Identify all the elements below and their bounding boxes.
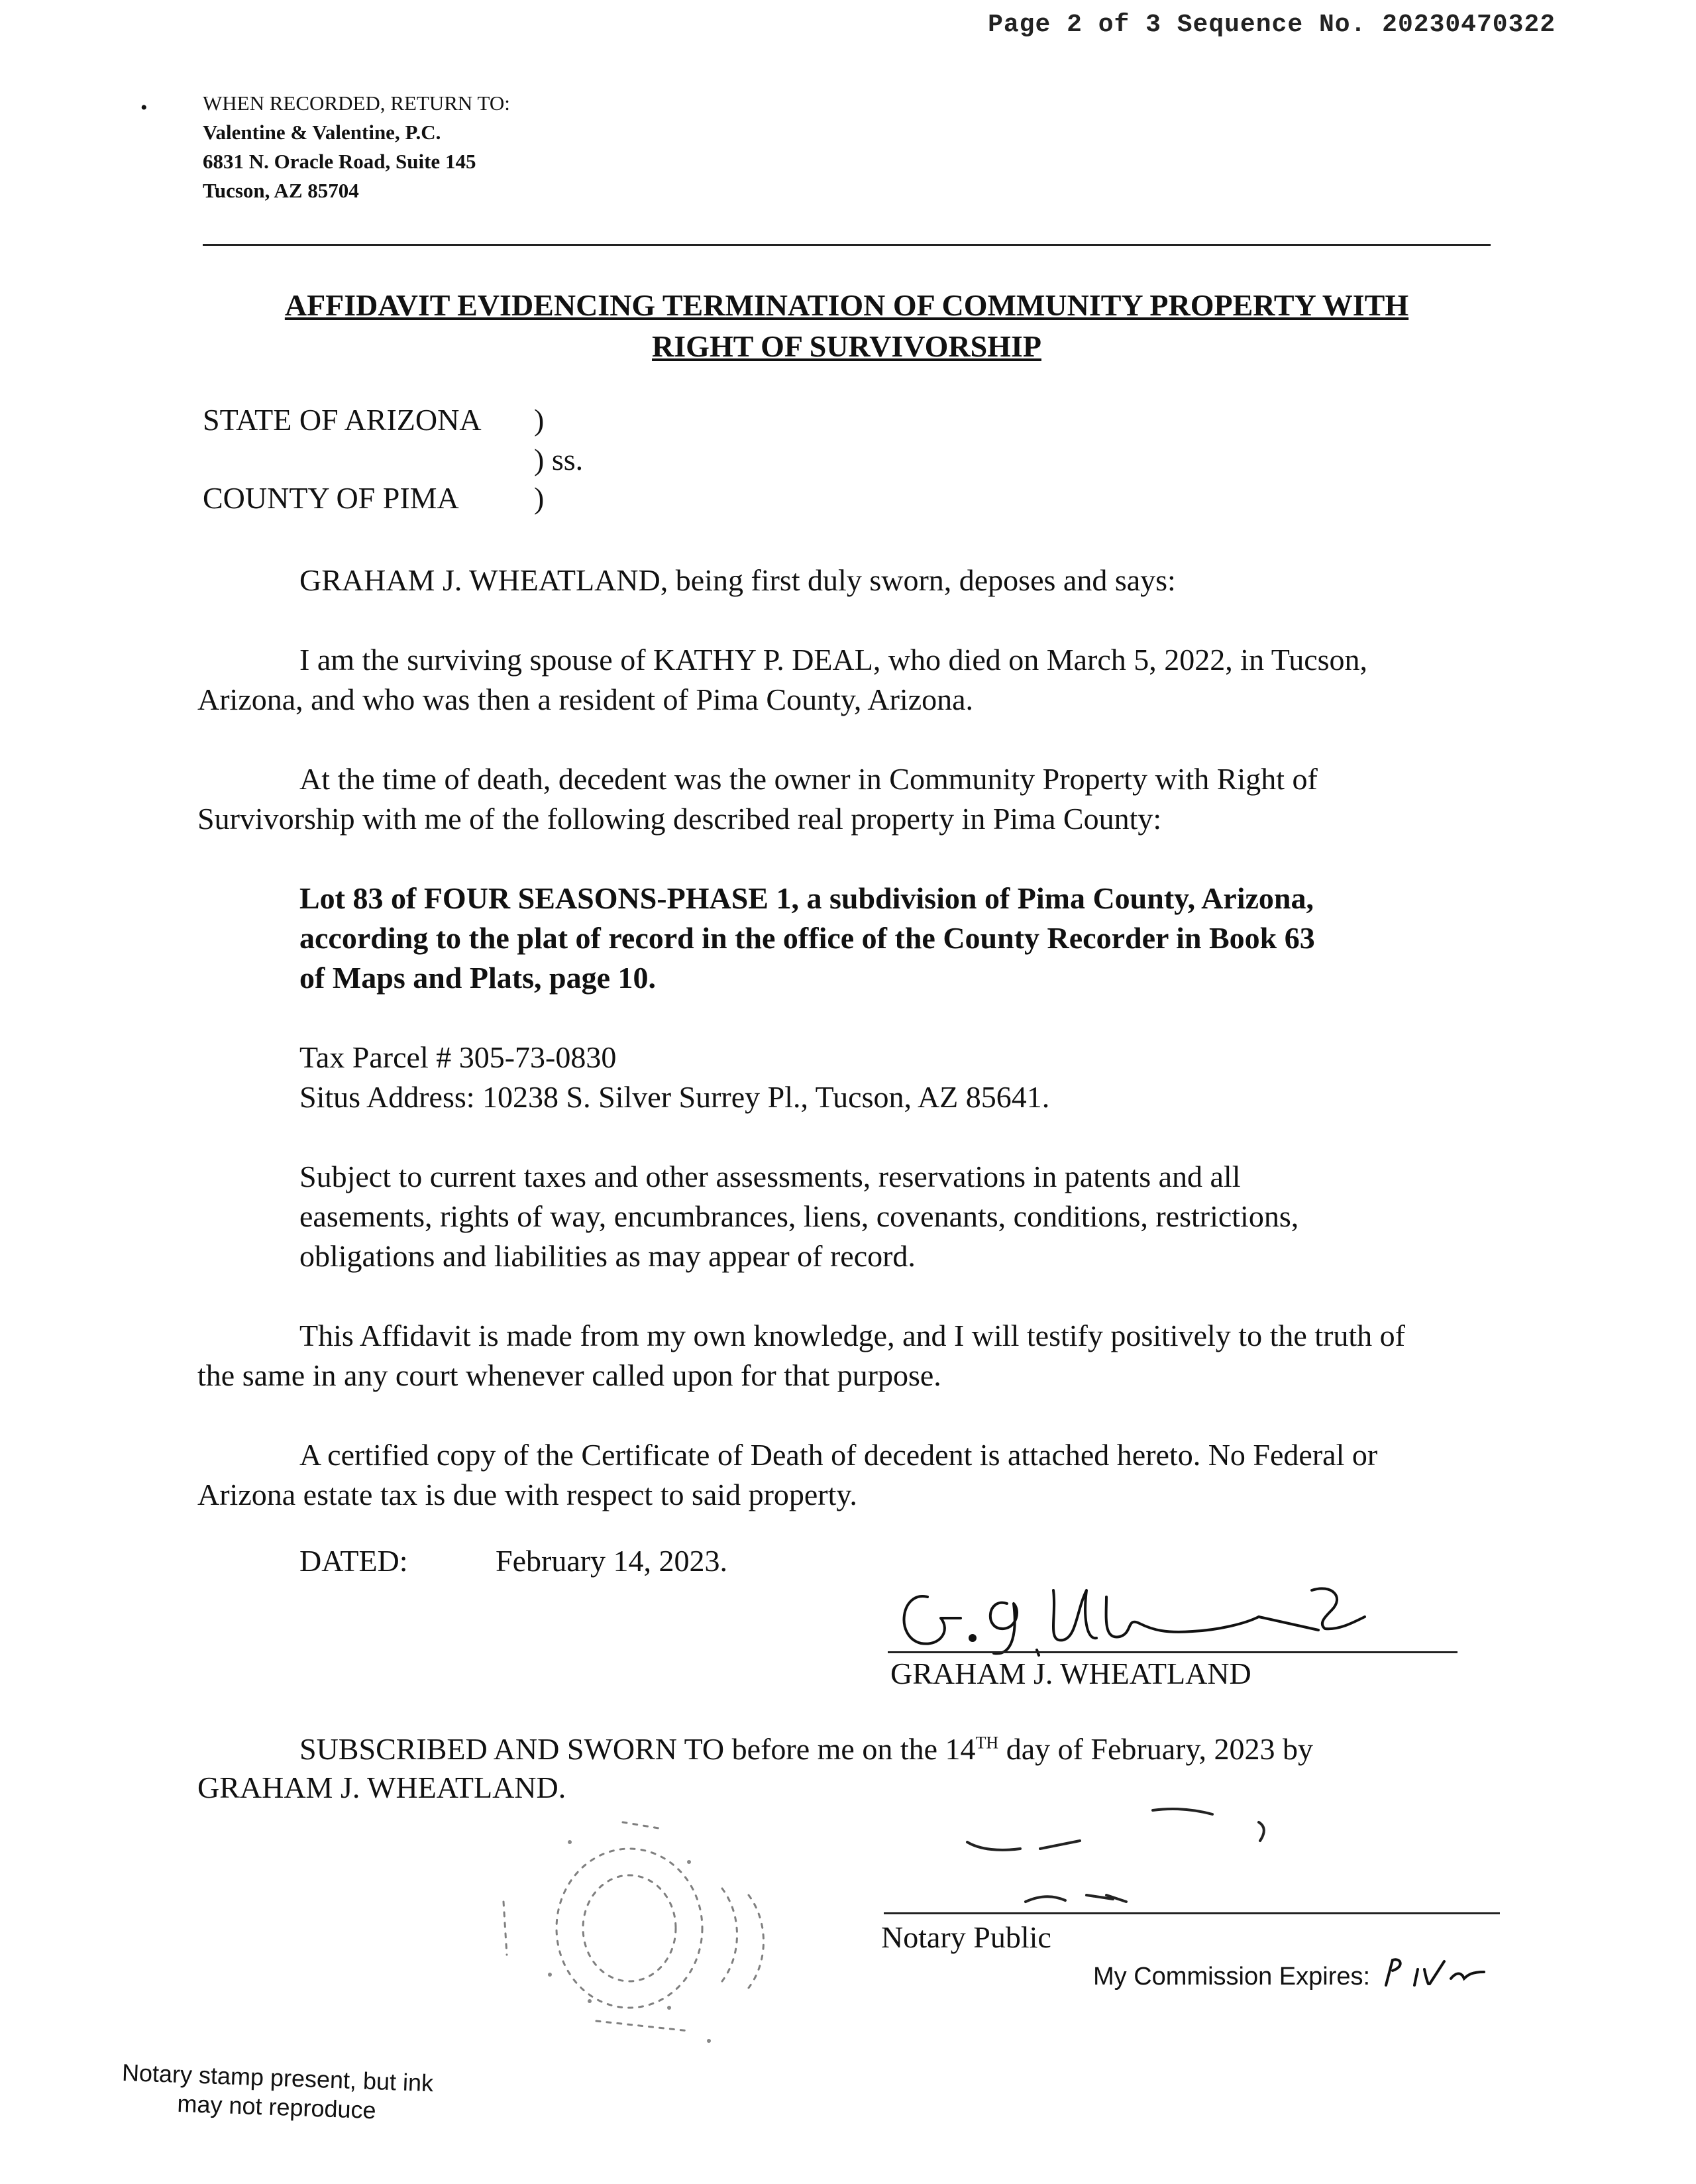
venue-county: COUNTY OF PIMA [203,481,459,515]
jurat-line-2: GRAHAM J. WHEATLAND. [197,1771,566,1804]
jurat-text-b: day of February, 2023 by [998,1732,1313,1766]
notary-public-label: Notary Public [881,1920,1051,1954]
paragraph-1-line-2: Arizona, and who was then a resident of Pima County, Arizona. [197,682,974,716]
return-street: 6831 N. Oracle Road, Suite 145 [203,150,476,173]
notary-signature-line [884,1912,1500,1914]
dated-label: DATED: [299,1544,408,1578]
dated-date: February 14, 2023. [496,1544,728,1578]
knowledge-line-2: the same in any court whenever called upon for that purpose. [197,1358,941,1392]
subject-line-2: easements, rights of way, encumbrances, liens, covenants, conditions, restrictions, [299,1199,1299,1233]
return-city: Tucson, AZ 85704 [203,179,359,202]
certificate-line-2: Arizona estate tax is due with respect to said property. [197,1478,857,1511]
return-heading: WHEN RECORDED, RETURN TO: [203,91,510,115]
paragraph-2-line-1: At the time of death, decedent was the owner in Community Property with Right of [299,762,1318,796]
return-address-block [203,89,510,205]
situs-address: Situs Address: 10238 S. Silver Surrey Pl., Tucson, AZ 85641. [299,1080,1050,1114]
paragraph-1-line-1: I am the surviving spouse of KATHY P. DEAL, who died on March 5, 2022, in Tucson, [299,643,1368,677]
title-line-1: AFFIDAVIT EVIDENCING TERMINATION OF COMMUNITY PROPERTY WITH [284,288,1409,322]
page-sequence-header: Page 2 of 3 Sequence No. 20230470322 [988,11,1556,39]
subject-line-3: obligations and liabilities as may appear of record. [299,1239,916,1273]
bullet-dot: • [140,97,148,119]
affiant-signature-line [888,1651,1458,1653]
intro-paragraph: GRAHAM J. WHEATLAND, being first duly sworn, deposes and says: [299,563,1176,597]
notary-seal-stamp [490,1802,808,2054]
jurat-line-1 [299,1729,1313,1769]
venue-state: STATE OF ARIZONA [203,403,482,437]
notary-signature [954,1802,1298,1908]
commission-date-handwritten [1378,1952,1491,1998]
commission-expires-label: My Commission Expires: [1093,1963,1371,1991]
subject-line-1: Subject to current taxes and other assessments, reservations in patents and all [299,1160,1241,1193]
stamp-note-line-2: may not reproduce [176,2089,377,2124]
venue-ss: ) ss. [534,443,584,476]
header-divider [203,244,1491,246]
legal-description-line-1: Lot 83 of FOUR SEASONS-PHASE 1, a subdivision of Pima County, Arizona, [299,881,1314,915]
jurat-text-a: SUBSCRIBED AND SWORN TO before me on the 14 [299,1732,976,1766]
paragraph-2-line-2: Survivorship with me of the following described real property in Pima County: [197,802,1162,836]
stamp-note-line-1: Notary stamp present, but ink [121,2058,434,2097]
certificate-line-1: A certified copy of the Certificate of Death of decedent is attached hereto. No Federal or [299,1438,1378,1472]
tax-parcel: Tax Parcel # 305-73-0830 [299,1040,617,1074]
return-firm: Valentine & Valentine, P.C. [203,121,441,144]
document-title [199,285,1495,367]
venue-paren-1: ) [534,403,545,437]
legal-description-line-2: according to the plat of record in the office of the County Recorder in Book 63 [299,921,1315,955]
jurat-ordinal: TH [975,1733,999,1753]
knowledge-line-1: This Affidavit is made from my own knowledge, and I will testify positively to the truth of [299,1319,1405,1352]
legal-description-line-3: of Maps and Plats, page 10. [299,961,656,995]
title-line-2: RIGHT OF SURVIVORSHIP [652,329,1041,363]
venue-paren-2: ) [534,481,545,515]
stamp-reproduction-note [104,2057,450,2128]
affiant-signature [888,1577,1391,1663]
affiant-name: GRAHAM J. WHEATLAND [890,1657,1251,1690]
